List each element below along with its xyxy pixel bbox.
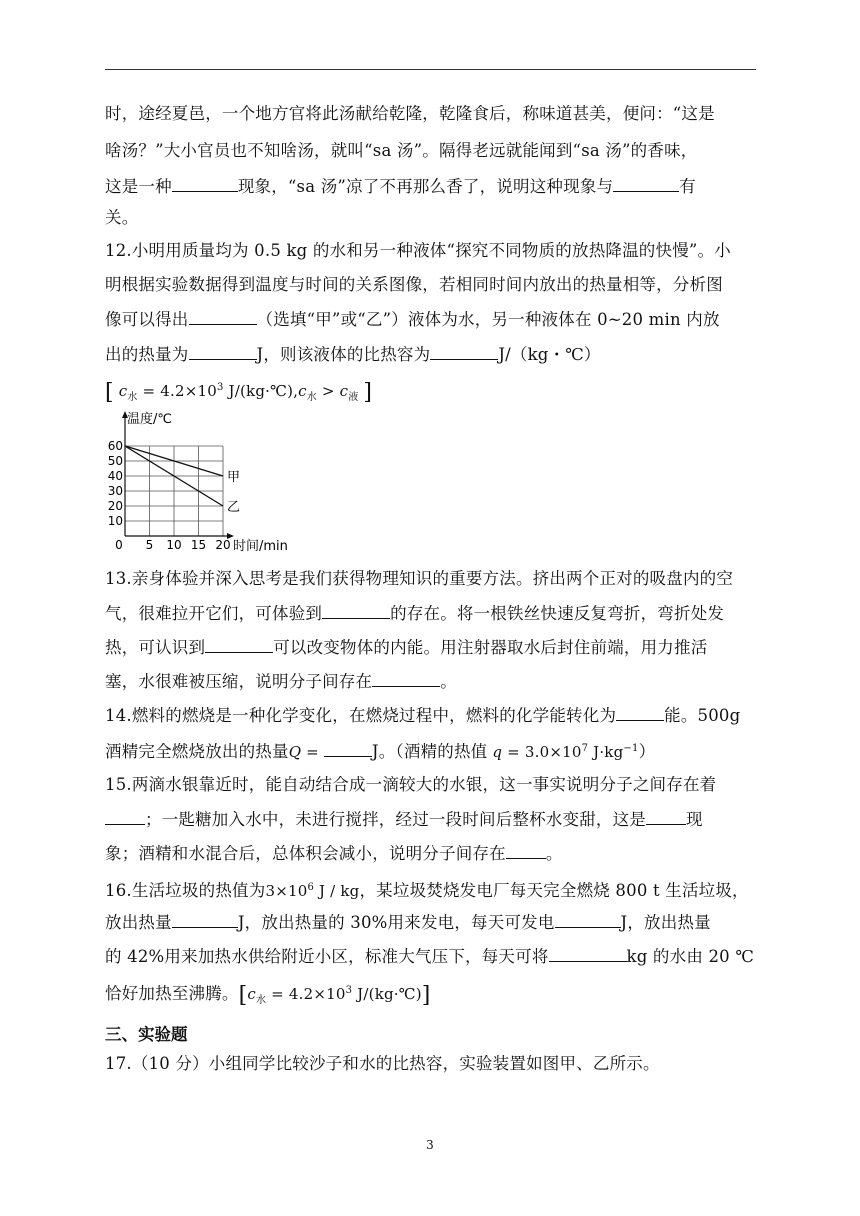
answer-blank[interactable]	[549, 946, 627, 962]
text-span: 现象，“sa 汤”凉了不再那么香了，说明这种现象与	[237, 177, 614, 196]
text-span: 热，可认识到	[105, 638, 206, 657]
text-line	[105, 176, 696, 197]
specific-heat-formula: [ $c_水 = 4.2\times 10^3$ $J/(kg\cdot℃),c_水 > c_液$ ]	[105, 380, 373, 405]
text-span: 14.燃料的燃烧是一种化学变化，在燃烧过程中，燃料的化学能转化为	[105, 706, 617, 725]
answer-blank[interactable]	[646, 809, 686, 825]
text-span: kg 的水由 20 ℃	[626, 947, 754, 966]
heat-value-formula: $q = 3.0\times 10^7$ $J\cdot kg^{-1}$	[492, 743, 639, 761]
text-span: 的 42%用来加热水供给附近小区，标准大气压下，每天可将	[105, 947, 549, 966]
text-span: 的存在。将一根铁丝快速反复弯折，弯折处发	[390, 604, 725, 623]
text-span: J，则该液体的比热容为	[256, 345, 431, 364]
y-tick-label: 40	[107, 469, 123, 483]
text-span: 现	[686, 810, 703, 829]
y-tick-label: 10	[107, 514, 123, 528]
text-span: 。	[440, 672, 457, 691]
answer-blank[interactable]	[613, 176, 679, 192]
series-label: 乙	[227, 500, 241, 515]
question-16-line	[105, 946, 754, 967]
text-span: 恰好加热至沸腾。	[105, 984, 239, 1003]
question-16-line	[105, 878, 749, 901]
text-span: 能。500g	[664, 706, 741, 725]
question-15-line: 15.两滴水银靠近时，能自动结合成一滴较大的水银，这一事实说明分子之间存在着	[105, 775, 717, 794]
question-17-line: 17.（10 分）小组同学比较沙子和水的比热容，实验装置如图甲、乙所示。	[105, 1054, 660, 1073]
text-span: ）	[638, 742, 656, 761]
x-tick-label: 20	[215, 538, 231, 552]
chart-ticks	[108, 439, 231, 552]
answer-blank[interactable]	[205, 637, 273, 653]
text-span: 象；酒精和水混合后，总体积会减小，说明分子间存在	[105, 844, 506, 863]
text-span: 放出热量	[105, 913, 172, 932]
chart-axes	[122, 411, 234, 539]
text-line: 关。	[105, 208, 139, 227]
answer-blank[interactable]	[430, 344, 498, 360]
question-14-line: 酒精完全燃烧放出的热量Q = J。（酒精的热值 $q = 3.0\times 10^7$ $J\cdot kg^{-1}$）	[105, 742, 656, 761]
water-specific-heat-formula: [$c_水 = 4.2\times 10^3$ J/(kg·℃)]	[238, 983, 431, 1008]
question-14-line	[105, 705, 740, 726]
y-tick-label: 50	[107, 454, 123, 468]
answer-blank[interactable]	[189, 309, 257, 325]
text-line: 时，途经夏邑，一个地方官将此汤献给乾隆，乾隆食后，称味道甚美，便问：“这是	[105, 104, 715, 123]
question-12-line	[105, 309, 720, 330]
question-16-line	[105, 912, 711, 933]
text-span: J。（酒精的热值	[371, 742, 488, 761]
x-tick-label: 10	[166, 538, 182, 552]
answer-blank[interactable]	[322, 603, 390, 619]
page-number: 3	[426, 1138, 434, 1152]
x-tick-label: 15	[190, 538, 207, 552]
answer-blank[interactable]	[372, 671, 440, 687]
text-span: （选填“甲”或“乙”）液体为水，另一种液体在 0~20 min 内放	[256, 310, 720, 329]
question-12-line: 明根据实验数据得到温度与时间的关系图像，若相同时间内放出的热量相等，分析图	[105, 275, 723, 294]
series-label: 甲	[227, 470, 241, 485]
text-span: 塞，水很难被压缩，说明分子间存在	[105, 672, 373, 691]
answer-blank[interactable]	[172, 176, 238, 192]
y-tick-label: 20	[107, 499, 123, 513]
answer-blank[interactable]	[324, 741, 372, 757]
question-16-line	[105, 981, 431, 1011]
text-span: 16.生活垃圾的热值为	[105, 881, 266, 900]
header-rule	[105, 69, 756, 70]
text-span: 。	[545, 844, 563, 863]
text-span: J/（kg・℃）	[498, 345, 601, 364]
text-span: 这是一种	[105, 177, 172, 196]
text-span: 气，很难拉开它们，可体验到	[105, 604, 323, 623]
answer-blank[interactable]	[616, 705, 664, 721]
question-15-line	[105, 809, 703, 830]
y-tick-label: 60	[107, 439, 123, 453]
x-tick-label: 5	[145, 538, 154, 552]
question-15-line	[105, 843, 563, 864]
x-axis-label: 时间/min	[233, 539, 288, 553]
text-span: 可以改变物体的内能。用注射器取水后封住前端，用力推活	[273, 638, 708, 657]
text-span: J，放出热量的 30%用来发电，每天可发电	[237, 913, 555, 932]
question-13-line	[105, 603, 724, 624]
y-tick-label: 30	[107, 484, 123, 498]
answer-blank[interactable]	[555, 912, 621, 928]
text-span: ，某垃圾焚烧发电厂每天完全燃烧 800 t 生活垃圾，	[359, 881, 749, 900]
section-heading: 三、实验题	[105, 1025, 188, 1044]
text-span: 酒精完全燃烧放出的热量	[105, 742, 289, 761]
question-13-line	[105, 671, 457, 692]
x-tick-label: 0	[115, 538, 123, 552]
question-12-line: 12.小明用质量均为 0.5 kg 的水和另一种液体“探究不同物质的放热降温的快慢”。小	[105, 241, 731, 260]
text-span: ；一匙糖加入水中，未进行搅拌，经过一段时间后整杯水变甜，这是	[145, 810, 646, 829]
text-span: 出的热量为	[105, 345, 189, 364]
text-line: 啥汤？”大小官员也不知啥汤，就叫“sa 汤”。隔得老远就能闻到“sa 汤”的香味，	[105, 141, 698, 160]
question-12-line	[105, 344, 601, 365]
answer-blank[interactable]	[105, 809, 145, 825]
text-span: 有	[679, 177, 696, 196]
question-13-line	[105, 637, 707, 658]
temperature-time-graph	[105, 408, 305, 553]
text-span: 像可以得出	[105, 310, 189, 329]
y-axis-label: 温度/℃	[127, 412, 172, 427]
calorific-value-formula: $3\times 10^6$ J / kg	[265, 882, 360, 900]
chart-grid	[125, 446, 223, 536]
answer-blank[interactable]	[189, 344, 257, 360]
text-span: J，放出热量	[620, 913, 711, 932]
answer-blank[interactable]	[506, 843, 546, 859]
question-13-line: 13.亲身体验并深入思考是我们获得物理知识的重要方法。挤出两个正对的吸盘内的空	[105, 569, 734, 588]
answer-blank[interactable]	[172, 912, 238, 928]
